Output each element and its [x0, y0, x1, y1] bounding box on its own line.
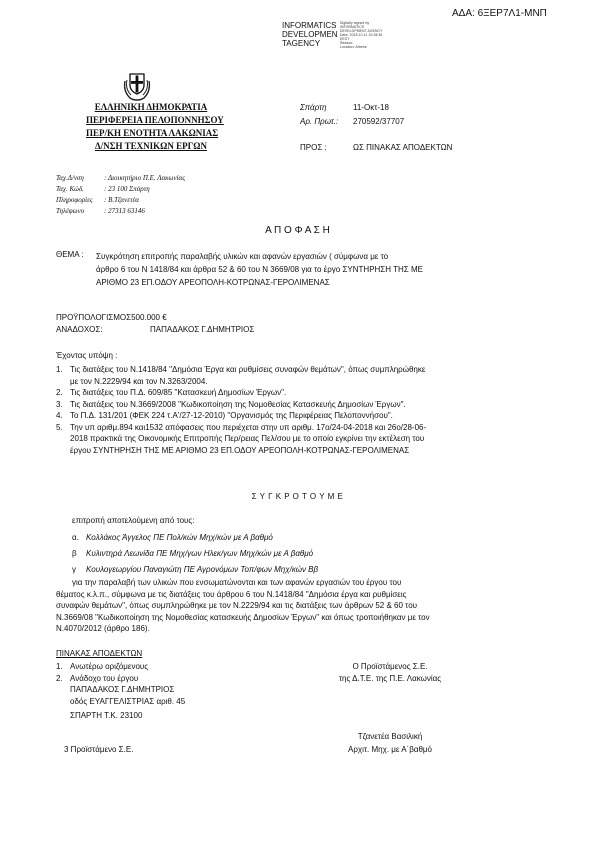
- consideration-item: [56, 399, 426, 411]
- contractor-label: ΑΝΑΔΟΧΟΣ:: [56, 325, 103, 334]
- consideration-line: Την υπ αριθμ.894 και1532 απόφασεις που περιέχεται στην υπ αριθμ. 17ο/24-04-2018 και 26ο/28-06-: [70, 422, 427, 432]
- contact-label: Ταχ. Κώδ.: [56, 185, 84, 193]
- issuer-line-2: ΠΕΡΙΦΕΡΕΙΑ ΠΕΛΟΠΟΝΝΗΣΟΥ: [86, 115, 224, 125]
- committee-members: [72, 530, 318, 578]
- recipient-line: Ανάδοχο του έργου: [70, 673, 139, 683]
- to-label: ΠΡΟΣ :: [300, 143, 327, 152]
- contact-value: : Διοικητήριο Π.Ε. Λακωνίας: [104, 174, 186, 182]
- contact-value: : 23 100 Σπάρτη: [104, 185, 150, 193]
- signatory-block: [300, 730, 480, 756]
- consideration-line: Τις διατάξεις του Π.Δ. 609/85 "Κατασκευή Δημοσίων Έργων".: [70, 388, 287, 397]
- consideration-number: 2.: [56, 388, 63, 397]
- committee-member: [72, 530, 318, 546]
- consideration-number: 5.: [56, 422, 63, 432]
- budget-value: 500.000 €: [131, 313, 167, 322]
- signature-meta-line: INFORMATICS: [340, 25, 365, 29]
- signature-meta-line: Location: Athens: [340, 45, 367, 49]
- contact-label: Τηλέφωνο: [56, 207, 85, 215]
- subject-line: άρθρο 6 του Ν 1418/84 και άρθρα 52 & 60 του Ν 3669/08 για το έργο ΣΥΝΤΗΡΗΣΗ ΤΗΣ ΜΕ: [96, 265, 423, 274]
- constitute-heading: Σ Υ Γ Κ Ρ Ο Τ Ο Υ Μ Ε: [251, 492, 344, 501]
- contact-row: [56, 173, 185, 184]
- purpose-paragraph: [56, 577, 430, 635]
- contact-value: : 27313 63146: [104, 207, 145, 215]
- committee-member: [72, 546, 318, 562]
- consideration-line: έργου ΣΥΝΤΗΡΗΣΗ ΤΗΣ ΜΕ ΑΡΙΘΜΟ 23 ΕΠ.ΟΔΟΥ ΑΡΕΟΠΟΛΗ-ΚΟΤΡΩΝΑΣ-ΓΕΡΟΛΙΜΕΝΑΣ: [70, 445, 410, 455]
- member-letter: γ: [72, 565, 76, 574]
- purpose-line: για την παραλαβή των υλικών που ενσωματώνονται και των αφανών εργασιών του έργου του: [72, 578, 402, 587]
- subject-label: ΘΕΜΑ :: [56, 250, 84, 259]
- budget-row: [56, 313, 167, 322]
- committee-member: [72, 562, 318, 578]
- consideration-line: 2018 πρακτικά της Οικονομικής Επιτροπής Περ/ρειας Πελ/σου με το οποίο εγκρίνει την εκτέλεση του: [70, 434, 425, 443]
- issuer-line-4: Δ/ΝΣΗ ΤΕΧΝΙΚΩΝ ΕΡΓΩΝ: [94, 141, 207, 151]
- signatory-department: της Δ.Τ.Ε. της Π.Ε. Λακωνίας: [338, 674, 442, 683]
- consideration-item: [56, 410, 426, 422]
- recipient-line: ΠΑΠΑΔΑΚΟΣ Γ.ΔΗΜΗΤΡΙΟΣ: [70, 685, 175, 694]
- document-date: 11-Οκτ-18: [353, 103, 389, 112]
- member-name: Κολλάκος Άγγελος ΠΕ Πολ/κών Μηχ/κών με Α βαθμό: [86, 533, 273, 542]
- consideration-number: 1.: [56, 365, 63, 374]
- signature-meta-line: Reason:: [340, 41, 354, 45]
- signature-meta-line: DEVELOPMENT AGENCY: [340, 29, 383, 33]
- committee-intro: επιτροπή αποτελούμενη από τους:: [72, 516, 195, 525]
- signatory-title: Αρχιτ. Μηχ. με Α΄βαθμό: [348, 745, 432, 754]
- consideration-line: Τις διατάξεις του Ν.1418/84 "Δημόσια Έργα και ρυθμίσεις συναφών θεμάτων", όπως συμπληρώθηκε: [70, 365, 426, 374]
- having-in-mind: Έχοντας υπόψη :: [56, 351, 118, 360]
- budget-label: ΠΡΟΫΠΟΛΟΓΙΣΜΟΣ: [56, 313, 132, 322]
- signature-meta-line: EEST: [340, 37, 350, 41]
- member-letter: α.: [72, 533, 79, 542]
- member-letter: β: [72, 549, 77, 558]
- consideration-line: με τον Ν.2229/94 και τον Ν.3263/2004.: [70, 376, 208, 386]
- consideration-line: Τις διατάξεις του Ν.3669/2008 "Κωδικοποίηση της Νομοθεσίας Κατασκευής Δημοσίων Έργων".: [70, 399, 406, 409]
- contact-label: Πληροφορίες: [56, 196, 93, 204]
- recipients-list: [56, 661, 185, 722]
- place-label: Σπάρτη: [300, 103, 327, 112]
- contact-row: [56, 206, 185, 217]
- recipient-number: 1.: [56, 662, 63, 671]
- signature-meta-line: Digitally signed by: [340, 21, 370, 25]
- signatory-name: Τζανετέα Βασιλική: [357, 732, 423, 741]
- issuer-line-1: ΕΛΛΗΝΙΚΗ ΔΗΜΟΚΡΑΤΙΑ: [94, 102, 208, 112]
- recipient-line: Ανωτέρω οριζόμενους: [70, 662, 149, 671]
- subject-line: ΑΡΙΘΜΟ 23 ΕΠ.ΟΔΟΥ ΑΡΕΟΠΟΛΗ-ΚΟΤΡΩΝΑΣ-ΓΕΡΟΛΙΜΕΝΑΣ: [96, 278, 330, 287]
- recipient-item: [56, 661, 185, 673]
- signatory-role: Ο Προϊστάμενος Σ.Ε.: [352, 662, 428, 671]
- consideration-number: 3.: [56, 399, 63, 409]
- member-name: Κουλογεωργίου Παναγιώτη ΠΕ Αγρονόμων Τοπ/φων Μηχ/κών Ββ: [86, 565, 319, 574]
- contact-value: : Β.Τζανετέα: [104, 196, 139, 204]
- agency-line-2: DEVELOPMEN: [282, 30, 338, 39]
- subject-text: [96, 250, 423, 289]
- consideration-line: Το Π.Δ. 131/201 (ΦΕΚ 224 τ.Α'/27-12-2010) "Οργανισμός της Περιφέρειας Πελοποννήσου".: [70, 411, 393, 420]
- consideration-number: 4.: [56, 411, 63, 420]
- contractor-value: ΠΑΠΑΔΑΚΟΣ Γ.ΔΗΜΗΤΡΙΟΣ: [150, 325, 255, 334]
- issuer-line-3: ΠΕΡ/ΚΗ ΕΝΟΤΗΤΑ ΛΑΚΩΝΙΑΣ: [86, 128, 219, 138]
- member-name: Κυλιντηρά Λεωνίδα ΠΕ Μηχ/γων Ηλεκ/γων Μηχ/κών με Α βαθμό: [86, 549, 314, 558]
- agency-line-1: INFORMATICS: [282, 21, 337, 30]
- purpose-line: συναφών θεμάτων", όπως συμπληρώθηκε με τον Ν.2229/94 και τις διατάξεις των άρθρων 52 & 60 του: [56, 601, 418, 610]
- contact-block: [56, 173, 185, 217]
- recipient-line: οδός ΕΥΑΓΓΕΛΙΣΤΡΙΑΣ αριθ. 45: [70, 696, 186, 706]
- contact-row: [56, 195, 185, 206]
- recipient-item: [56, 673, 185, 722]
- recipient-line: ΣΠΑΡΤΗ Τ.Κ. 23100: [70, 711, 143, 720]
- recipient-number: 2.: [56, 673, 63, 683]
- document-title: Α Π Ο Φ Α Σ Η: [265, 225, 330, 236]
- recipient-item-3: 3 Προϊστάμενο Σ.Ε.: [64, 745, 134, 754]
- subject-line: Συγκρότηση επιτροπής παραλαβής υλικών και αφανών εργασιών ( σύμφωνα με το: [96, 252, 389, 261]
- signature-meta: [340, 21, 382, 49]
- contact-label: Ταχ.Δ/νση: [56, 174, 84, 182]
- purpose-line: Ν.4070/2012 (άρθρο 186).: [56, 624, 150, 633]
- consideration-item: [56, 364, 426, 387]
- consideration-item: [56, 387, 426, 399]
- considerations-list: [56, 364, 426, 456]
- issuer-header: [86, 101, 224, 153]
- greek-emblem-icon: [120, 71, 154, 101]
- purpose-line: θέματος κ.λ.π., σύμφωνα με τις διατάξεις του άρθρου 6 του Ν.1418/84 "Δημόσια έργα και ρυθμίσεις: [56, 589, 407, 599]
- ada-code: ΑΔΑ: 6ΞΕΡ7Λ1-ΜΝΠ: [452, 8, 547, 19]
- contact-row: [56, 184, 185, 195]
- agency-name: [282, 21, 338, 48]
- protocol-number: 270592/37707: [353, 117, 405, 126]
- to-value: ΩΣ ΠΙΝΑΚΑΣ ΑΠΟΔΕΚΤΩΝ: [353, 143, 453, 152]
- purpose-line: Ν.3669/08 "Κωδικοποίηση της Νομοθεσίας κατασκευής Δημοσίων Έργων" και όπως τροποιήθηκαν με τον: [56, 612, 430, 622]
- signature-meta-line: Date: 2018.10.11 10:28:36: [340, 33, 383, 37]
- signature-block: [300, 661, 480, 685]
- recipients-title: ΠΙΝΑΚΑΣ ΑΠΟΔΕΚΤΩΝ: [56, 649, 143, 658]
- consideration-item: [56, 422, 426, 457]
- protocol-label: Αρ. Πρωτ.:: [300, 117, 339, 126]
- agency-line-3: TAGENCY: [282, 39, 321, 48]
